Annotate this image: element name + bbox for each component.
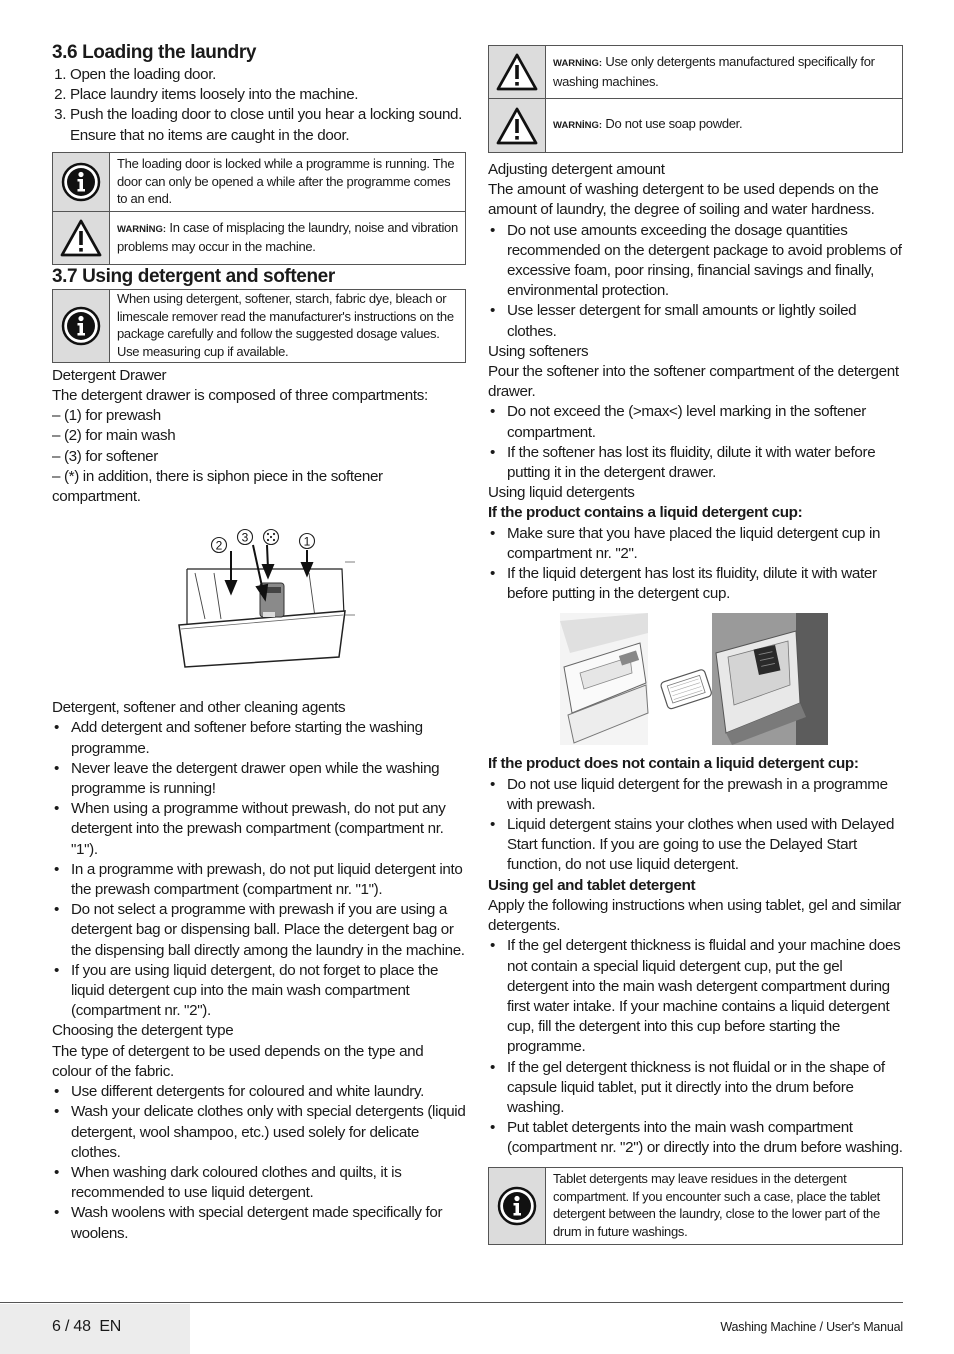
agents-list [52, 718, 466, 1021]
agents-heading: Detergent, softener and other cleaning agents [52, 699, 346, 717]
gel-list [488, 936, 903, 1158]
manual-title: Washing Machine / User's Manual [720, 1320, 903, 1334]
list-item: • Wash woolens with special detergent made specifically for woolens. [52, 1203, 466, 1243]
cup-heading: If the product contains a liquid detergent cup: [488, 504, 803, 522]
adjust-intro: The amount of washing detergent to be used depends on the amount of laundry, the degree of soiling and water hardness. [488, 181, 879, 219]
list-item: • Do not use liquid detergent for the prewash in a programme with prewash. [488, 775, 903, 815]
warning-text: Use only detergents manufactured specifically for washing machines. [553, 54, 875, 89]
drawer-line: The detergent drawer is composed of three compartments: [52, 387, 428, 405]
section-3-6-title: 3.6 Loading the laundry [52, 42, 257, 63]
drawer-line: – (1) for prewash [52, 407, 161, 425]
cup-list [488, 524, 903, 605]
right-column [488, 45, 903, 1245]
softener-heading: Using softeners [488, 342, 589, 360]
drawer-line: – (*) in addition, there is siphon piece in the softener compartment. [52, 467, 383, 506]
list-item: • If the gel detergent thickness is fluidal and your machine does not contain a special liquid detergent cup, put the gel detergent into the main wash detergent compartment during first water intake. If your machine contains a liquid detergent cup, fill the detergent into this cup before starting the programme. [488, 936, 903, 1057]
detergent-drawer-figure [52, 507, 466, 695]
warning-label: WARNİNG: [553, 58, 603, 69]
warning-icon [489, 46, 546, 98]
list-item: • If the softener has lost its fluidity, dilute it with water before putting it in the detergent drawer. [488, 443, 903, 483]
info-icon [489, 1168, 546, 1244]
left-column [52, 40, 466, 1244]
list-item: • Put tablet detergents into the main wash compartment (compartment nr. "2") or directly into the drum before washing. [488, 1118, 903, 1158]
gel-intro: Apply the following instructions when using tablet, gel and similar detergents. [488, 896, 902, 935]
warning-label: WARNİNG: [117, 223, 167, 235]
list-item: • Use lesser detergent for small amounts or lightly soiled clothes. [488, 301, 903, 341]
list-item: • If the gel detergent thickness is not fluidal or in the shape of capsule liquid tablet, put it directly into the drum before washing. [488, 1058, 903, 1119]
info-icon [53, 290, 110, 362]
liquid-cup-photos [488, 604, 903, 754]
siphon-icon [267, 533, 275, 541]
list-item: • Do not select a programme with prewash if you are using a detergent bag or dispensing ball. Place the detergent bag or the dispensing ball directly among the laundry in the machine. [52, 900, 466, 961]
info-box-detergent [52, 289, 466, 363]
list-item: • Do not exceed the (>max<) level marking in the softener compartment. [488, 402, 903, 442]
drawer-heading: Detergent Drawer [52, 366, 167, 384]
warning-box-soap [488, 99, 903, 153]
figure-label: 3 [241, 530, 249, 545]
warning-box-detergent-type [488, 45, 903, 99]
type-list [52, 1082, 466, 1244]
type-intro: The type of detergent to be used depends on the type and colour of the fabric. [52, 1042, 424, 1080]
info-icon [53, 153, 110, 211]
figure-label: 2 [215, 538, 223, 553]
drawer-line: – (3) for softener [52, 447, 158, 465]
list-item: • In a programme with prewash, do not put liquid detergent into the prewash compartment (compartment nr. "1"). [52, 860, 466, 900]
list-item: • When washing dark coloured clothes and quilts, it is recommended to use liquid detergent. [52, 1163, 466, 1203]
list-item: • When using a programme without prewash, do not put any detergent into the prewash compartment (compartment nr. "1"). [52, 799, 466, 860]
nocup-heading: If the product does not contain a liquid detergent cup: [488, 755, 859, 773]
list-item: • Liquid detergent stains your clothes when used with Delayed Start function. If you are going to use the Delayed Start function, do not use liquid detergent. [488, 815, 903, 876]
list-item: • Make sure that you have placed the liquid detergent cup in compartment nr. "2". [488, 524, 903, 564]
list-item: • If the liquid detergent has lost its fluidity, dilute it with water before putting in the detergent cup. [488, 564, 903, 604]
list-item: • Do not use amounts exceeding the dosage quantities recommended on the detergent package to avoid problems of excessive foam, poor rinsing, financial savings and finally, environmental protection. [488, 221, 903, 302]
drawer-description [52, 386, 466, 507]
liquid-heading: Using liquid detergents [488, 484, 635, 502]
list-item: • Use different detergents for coloured and white laundry. [52, 1082, 466, 1102]
section-3-7-title: 3.7 Using detergent and softener [52, 265, 335, 287]
warning-icon [53, 212, 110, 264]
nocup-list [488, 775, 903, 876]
list-item: 3. Push the loading door to close until you hear a locking sound. Ensure that no items are caught in the door. [70, 105, 466, 145]
list-item: • If you are using liquid detergent, do not forget to place the liquid detergent cup into the main wash compartment (compartment nr. "2"). [52, 961, 466, 1022]
page-number: 6 / 48 EN [52, 1318, 122, 1335]
info-text: Tablet detergents may leave residues in the detergent compartment. If you encounter such a case, place the tablet detergent between the laundry, close to the lower part of the drum in future washings. [553, 1171, 880, 1239]
drawer-line: – (2) for main wash [52, 427, 176, 445]
adjust-heading: Adjusting detergent amount [488, 161, 665, 178]
list-item: • Add detergent and softener before starting the washing programme. [52, 718, 466, 758]
info-text: The loading door is locked while a programme is running. The door can only be opened a while after the programme comes to an end. [117, 156, 455, 207]
footer-divider [0, 1302, 903, 1303]
info-box-door [52, 152, 466, 212]
figure-label: 1 [303, 534, 311, 549]
list-item: 2. Place laundry items loosely into the machine. [70, 85, 466, 105]
adjust-list [488, 221, 903, 342]
list-item: • Never leave the detergent drawer open while the washing programme is running! [52, 759, 466, 799]
warning-box-misplacing [52, 212, 466, 265]
list-item: 1. Open the loading door. [70, 65, 466, 85]
softener-list [488, 402, 903, 483]
type-heading: Choosing the detergent type [52, 1022, 234, 1040]
warning-text: Do not use soap powder. [605, 116, 743, 132]
info-text: When using detergent, softener, starch, fabric dye, bleach or limescale remover read the manufacturer's instructions on the package carefully and follow the suggested dosage values. Use measuring cup if available. [117, 291, 454, 359]
warning-text: In case of misplacing the laundry, noise and vibration problems may occur in the machine. [117, 219, 458, 255]
gel-heading: Using gel and tablet detergent [488, 876, 696, 894]
list-item: • Wash your delicate clothes only with special detergents (liquid detergent, wool shampoo, etc.) used solely for delicate clothes. [52, 1102, 466, 1163]
info-box-tablet [488, 1167, 903, 1245]
loading-steps [52, 65, 466, 146]
warning-icon [489, 99, 546, 152]
softener-intro: Pour the softener into the softener compartment of the detergent drawer. [488, 363, 899, 401]
warning-label: WARNİNG: [553, 120, 603, 132]
